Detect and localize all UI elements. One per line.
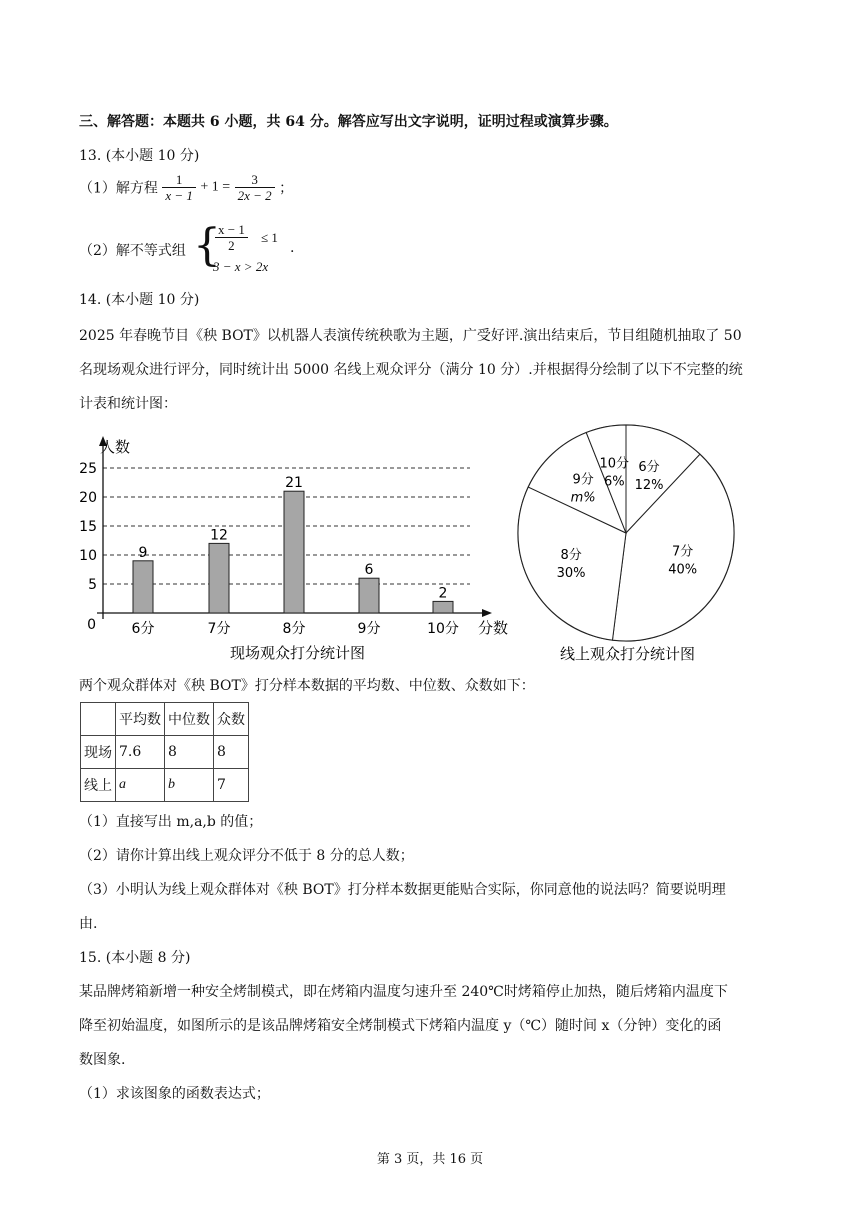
- table-cell: 8: [214, 736, 249, 769]
- eq-lhs-num: 1: [162, 172, 196, 188]
- q15-para-line2: 降至初始温度，如图所示的是该品牌烤箱安全烤制模式下烤箱内温度 y（℃）随时间 x（分钟）变化的函: [79, 1018, 722, 1034]
- q15-para-line1: 某品牌烤箱新增一种安全烤制模式，即在烤箱内温度匀速升至 240℃时烤箱停止加热，随后烤箱内温度下: [79, 984, 728, 1000]
- table-cell: 7.6: [116, 736, 165, 769]
- brace-icon: {: [193, 220, 221, 271]
- q14-q2: （2）请你计算出线上观众评分不低于 8 分的总人数；: [79, 848, 414, 864]
- ineq1-relation: ≤ 1: [261, 230, 278, 245]
- table-cell: 现场: [81, 736, 116, 769]
- q14-q3-line1: （3）小明认为线上观众群体对《秧 BOT》打分样本数据更能贴合实际，你同意他的说法吗？简要说明理: [79, 882, 726, 898]
- q13-title: 13. (本小题 10 分): [79, 148, 200, 164]
- q14-q1: （1）直接写出 m,a,b 的值；: [79, 814, 263, 830]
- pie-slice-label: 8分: [560, 548, 582, 564]
- pie-slice-percent: 12%: [634, 477, 664, 493]
- ineq1-den: 2: [228, 238, 235, 253]
- table-row: [81, 769, 249, 802]
- ineq1-fraction: [215, 222, 248, 253]
- q13-part2-prefix: （2）解不等式组: [79, 243, 186, 259]
- table-intro: 两个观众群体对《秧 BOT》打分样本数据的平均数、中位数、众数如下：: [79, 678, 535, 694]
- eq-rhs-fraction: [235, 172, 275, 203]
- bar-ytick-label: 0: [87, 617, 96, 633]
- q14-para-line1: 2025 年春晚节目《秧 BOT》以机器人表演传统秧歌为主题，广受好评.演出结束后，节目组随机抽取了 50: [79, 328, 742, 344]
- bar: [133, 561, 153, 613]
- bar: [209, 543, 229, 613]
- q14-q3-line2: 由.: [79, 916, 98, 932]
- q14-para-line2: 名现场观众进行评分，同时统计出 5000 名线上观众评分（满分 10 分）.并根据得分绘制了以下不完整的统: [79, 362, 743, 378]
- bar-chart: [70, 428, 510, 668]
- q13-part1-suffix: ；: [279, 180, 294, 197]
- pie-slice-percent: 40%: [668, 562, 698, 578]
- bar-chart-ylabel: 人数: [100, 438, 131, 456]
- q13-part2-suffix: .: [290, 240, 295, 256]
- table-cell: 7: [214, 769, 249, 802]
- table-cell: 线上: [81, 769, 116, 802]
- q13-part1: [79, 172, 293, 203]
- page-footer: 第 3 页，共 16 页: [376, 1152, 484, 1167]
- table-header-cell: 平均数: [116, 703, 165, 736]
- section-heading: 三、解答题：本题共 6 小题，共 64 分。解答应写出文字说明，证明过程或演算步骤。: [79, 114, 618, 130]
- q13-part1-prefix: （1）解方程: [79, 180, 158, 197]
- pie-chart-title: 线上观众打分统计图: [560, 645, 696, 663]
- pie-chart: [512, 422, 752, 668]
- q15-q1: （1）求该图象的函数表达式；: [79, 1086, 270, 1102]
- pie-slice-percent: 6%: [603, 474, 625, 490]
- bar-category-label: 9分: [357, 621, 381, 637]
- table-header-row: [81, 703, 249, 736]
- table-header-cell: 中位数: [165, 703, 214, 736]
- eq-lhs-den: x − 1: [165, 188, 193, 203]
- bar-category-label: 7分: [207, 621, 231, 637]
- eq-plus-one: + 1 =: [200, 179, 231, 195]
- x-axis-arrow-icon: [482, 609, 492, 617]
- ineq1-num: x − 1: [215, 222, 248, 238]
- pie-slice-label: 7分: [672, 544, 694, 560]
- bar-ytick-label: 15: [79, 519, 97, 535]
- eq-rhs-den: 2x − 2: [237, 188, 272, 203]
- bar: [359, 578, 379, 613]
- table-cell: 8: [165, 736, 214, 769]
- eq-lhs-fraction: [162, 172, 196, 203]
- bar-ytick-label: 10: [79, 548, 97, 564]
- pie-slice-label: 10分: [599, 456, 630, 472]
- stats-table: [80, 702, 249, 802]
- bar-ytick-label: 20: [79, 490, 97, 506]
- ineq2: 3 − x > 2x: [213, 259, 269, 274]
- bar-value-label: 21: [285, 475, 303, 492]
- bar-value-label: 2: [438, 585, 448, 602]
- q15-title: 15. (本小题 8 分): [79, 950, 191, 966]
- bar-value-label: 6: [364, 562, 374, 579]
- table-row: [81, 736, 249, 769]
- bar-value-label: 12: [210, 527, 228, 544]
- pie-slice-label: 6分: [638, 459, 660, 475]
- q14-para-line3: 计表和统计图：: [79, 396, 177, 412]
- eq-rhs-num: 3: [235, 172, 275, 188]
- bar-chart-title: 现场观众打分统计图: [230, 644, 366, 662]
- bar-value-label: 9: [138, 544, 148, 561]
- table-cell: a: [116, 769, 165, 802]
- table-cell: b: [165, 769, 214, 802]
- bar-chart-xlabel: 分数: [478, 619, 509, 637]
- q15-para-line3: 数图象.: [79, 1052, 126, 1068]
- bar-ytick-label: 5: [88, 577, 97, 593]
- bar-category-label: 10分: [427, 621, 459, 637]
- pie-slice-label: 9分: [572, 472, 594, 488]
- pie-slice-percent: m%: [570, 490, 596, 506]
- table-header-cell: [81, 703, 116, 736]
- bar-category-label: 8分: [282, 621, 306, 637]
- bar-category-label: 6分: [131, 621, 155, 637]
- bar-ytick-label: 25: [79, 461, 97, 477]
- q14-title: 14. (本小题 10 分): [79, 292, 200, 308]
- table-header-cell: 众数: [214, 703, 249, 736]
- bar: [284, 491, 304, 613]
- bar: [433, 601, 453, 613]
- pie-slice-percent: 30%: [556, 566, 586, 582]
